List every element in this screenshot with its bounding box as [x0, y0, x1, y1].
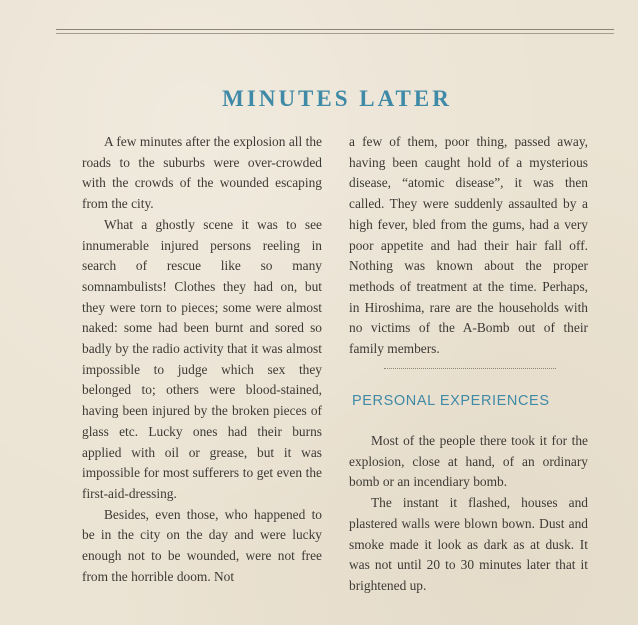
paragraph: Besides, even those, who happened to be in the city on the day and were lucky enough not to be wounded, were not free from the horrible doom. Not	[82, 506, 322, 584]
top-rule	[56, 29, 614, 30]
paragraph: a few of them, poor thing, passed away, having been caught hold of a mysterious disease, “atomic disease”, it was then called. They were suddenly assaulted by a high fever, bled from the gums, had a very poor appetite and had their hair fall off. Nothing was known about the proper methods of treatment at the time. Perhaps, in Hiroshima, rare are the households with no victims of the A-Bomb out of their family members.	[349, 134, 588, 357]
section-heading: PERSONAL EXPERIENCES	[352, 393, 550, 409]
paragraph: The instant it flashed, houses and plastered walls were blown bown. Dust and smoke made it look as dark as at dusk. It was not until 20 to 30 minutes later that it brightened up.	[349, 495, 588, 593]
page-title: MINUTES LATER	[222, 86, 452, 111]
section-body	[349, 431, 588, 597]
section-divider	[384, 368, 556, 369]
left-column	[82, 132, 322, 587]
top-rule-secondary	[56, 33, 614, 34]
paragraph: What a ghostly scene it was to see innumerable injured persons reeling in search of rescue like so many somnambulists! Clothes they had on, but they were torn to pieces; some were almost naked: some had been burnt and sored so badly by the radio activity that it was almost impossible to judge which sex they belonged to; others were blood-stained, having been injured by the broken pieces of glass etc. Lucky ones had their burns applied with oil or grease, but it was impossible for most sufferers to get even the first-aid-dressing.	[82, 216, 322, 501]
right-column	[349, 132, 588, 360]
paragraph: A few minutes after the explosion all the roads to the suburbs were over-crowded with the crowds of the wounded escaping from the city.	[82, 134, 322, 212]
paragraph: Most of the people there took it for the explosion, close at hand, of an ordinary bomb or an incendiary bomb.	[349, 433, 588, 490]
